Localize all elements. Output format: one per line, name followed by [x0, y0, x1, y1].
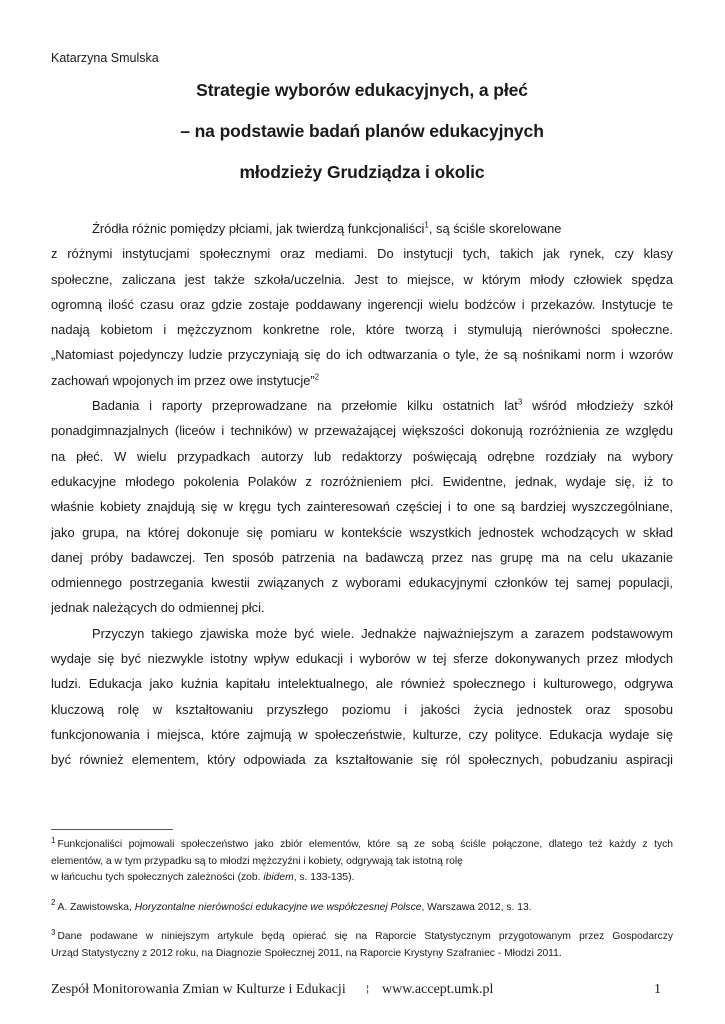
paragraph-line: wydaje się być niezwykle istotny wpływ edukacji i wyborów w tej sferze dokonywanych przez młodych — [51, 651, 673, 667]
paragraph-line: właśnie kobiety znajdują się w kręgu tych zainteresowań częściej i to one są bardziej wyszczególniane, — [51, 499, 673, 515]
paragraph-line: Źródła różnic pomiędzy płciami, jak twierdzą funkcjonaliści$^1$, są ściśle skorelowane — [92, 220, 562, 236]
footnote-separator — [51, 829, 173, 830]
footnote-ref[interactable]: 1 — [424, 220, 429, 230]
paragraph-line: Badania i raporty przeprowadzane na przełomie kilku ostatnich lat$^3$ wśród młodzieży szkół — [92, 397, 673, 414]
paragraph-line: ponadgimnazjalnych (liceów i techników) w przeważającej większości dokonują rozróżnienia ze względu — [51, 423, 673, 439]
footnote-3: $^3$ Dane podawane w niniejszym artykule będą opierać się na Raporcie Statystycznym przygotowanym przez Gospodarczy Urząd Statystyczny z 2012 roku, na Diagnozie Społecznej 2011, na Raporcie Krystyny Szafraniec - Młodzi 2011. — [51, 927, 673, 959]
paragraph-line: na płeć. W wielu przypadkach autorzy lub redaktorzy poświęcają odrębne rozdziały na wybory — [51, 448, 673, 464]
paragraph-line: „Natomiast pojedynczy ludzie przyczyniają się do ich odtwarzania o tyle, że są nośnikami norm i wzorów — [51, 347, 673, 363]
body-text — [51, 216, 673, 773]
paragraph-line: jako grupa, na której dokonuje się pomiaru w kontekście wszystkich jednostek wchodzących w skład — [51, 524, 673, 540]
footer-separator: ¦ — [366, 984, 370, 995]
paragraph-line: ludzi. Edukacja jako kuźnia kapitału intelektualnego, ale również społecznego i kulturowego, odgrywa — [51, 676, 673, 692]
paragraph-line: edukacyjne młodego pokolenia Polaków z rozróżnieniem płci. Ewidentne, jednak, wydaje się, iż to — [51, 473, 673, 489]
footnote-2: $^2$ A. Zawistowska, Horyzontalne nierówności edukacyjne we współczesnej Polsce, Warszawa 2012, s. 13. — [51, 898, 532, 913]
paragraph-line: ogromną ilość czasu oraz gdzie zostaje poddawany ingerencji wielu bodźców i przekazów. Instytucje te — [51, 296, 673, 312]
paragraph-line: być również elementem, który odpowiada za kształtowanie się ról społecznych, pobudzaniu aspiracji — [51, 752, 673, 768]
paragraph-line: danej próby badawczej. Ten sposób patrzenia na badawczą przez nas grupę ma na celu ukazanie — [51, 549, 673, 565]
footer-organization: Zespół Monitorowania Zmian w Kulturze i Edukacji — [51, 982, 346, 997]
footnote-ref[interactable]: 2 — [314, 372, 320, 382]
paragraph-line: kluczową rolę w kształtowaniu przyszłego poziomu i jakości życia jednostek oraz sposobu — [51, 701, 673, 717]
paragraph-line: funkcjonowania i miejsca, które zajmują w społeczeństwie, kulturze, czy polityce. Edukacja wydaje się — [51, 726, 673, 742]
document-title-line-2: – na podstawie badań planów edukacyjnych — [180, 121, 544, 141]
document-title-line-3: młodzieży Grudziądza i okolic — [239, 162, 485, 182]
paragraph-line: Przyczyn takiego zjawiska może być wiele. Jednakże najważniejszym a zarazem podstawowym — [92, 625, 673, 641]
document-title-line-1: Strategie wyborów edukacyjnych, a płeć — [196, 80, 528, 100]
paragraph-line: z różnymi instytucjami społecznymi oraz mediami. Do instytucji tych, takich jak rynek, czy klasy — [51, 246, 673, 262]
paragraph-line: odmiennego postrzegania kwestii związanych z wyborami edukacyjnymi członków tej samej populacji, — [51, 575, 673, 591]
paragraph-line: zachowań wpojonych im przez owe instytucje”$^2$ — [51, 372, 320, 388]
paragraph-line: nadają kobietom i mężczyznom konkretne role, które tworzą i stymulują nierówności społeczne. — [51, 322, 673, 338]
author-name: Katarzyna Smulska — [51, 51, 159, 65]
paragraph-line: jednak należących do odmiennej płci. — [51, 600, 265, 616]
footnotes — [51, 837, 673, 975]
footer-url-link[interactable]: www.accept.umk.pl — [382, 982, 494, 997]
footnote-ibidem: ibidem — [263, 872, 294, 883]
paragraph-line: społeczne, zaliczana jest także szkoła/uczelnia. Jest to miejsce, w którym młody człowiek spędza — [51, 271, 673, 287]
footnote-1: $^1$ Funkcjonaliści pojmowali społeczeństwo jako zbiór elementów, które są ze sobą ściśle połączone, dlatego też każdy z tych elementów, a w tym przypadku są to młodzi mężczyźni i kobiety, odgrywają tak istotną rolę w łańcuchu tych społecznych zależności (zob. ibidem, s. 133-135). — [51, 835, 673, 883]
page-number: 1 — [654, 982, 661, 997]
footnote-ref[interactable]: 3 — [517, 397, 523, 407]
page-footer — [51, 980, 673, 1000]
